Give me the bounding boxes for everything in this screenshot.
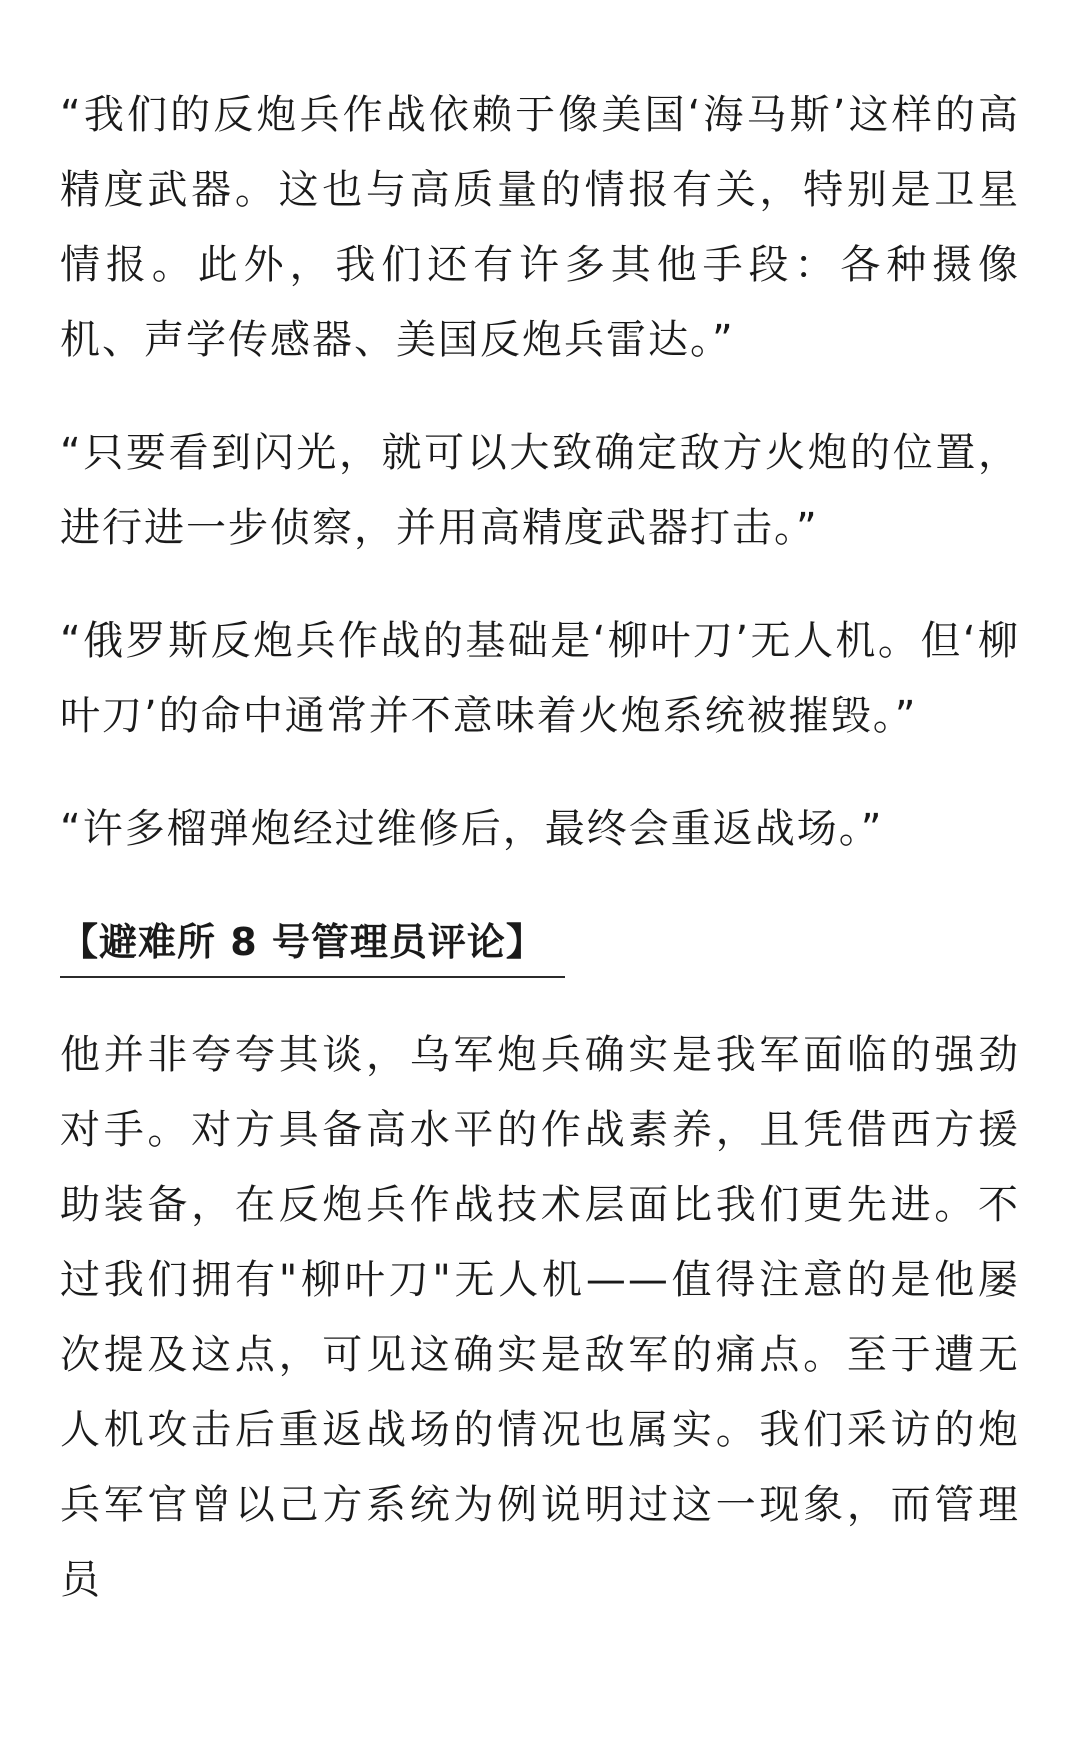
quote-paragraph-3: “俄罗斯反炮兵作战的基础是‘柳叶刀’无人机。但‘柳叶刀’的命中通常并不意味着火炮系统被摧毁。” [60, 618, 1020, 739]
section-heading-wrapper [60, 905, 1020, 1018]
quote-paragraph-1: “我们的反炮兵作战依赖于像美国‘海马斯’这样的高精度武器。这也与高质量的情报有关，特别是卫星情报。此外，我们还有许多其他手段：各种摄像机、声学传感器、美国反炮兵雷达。” [60, 92, 1020, 363]
comment-paragraph: 他并非夸夸其谈，乌军炮兵确实是我军面临的强劲对手。对方具备高水平的作战素养，且凭借西方援助装备，在反炮兵作战技术层面比我们更先进。不过我们拥有"柳叶刀"无人机——值得注意的是他屡次提及这点，可见这确实是敌军的痛点。至于遭无人机攻击后重返战场的情况也属实。我们采访的炮兵军官曾以己方系统为例说明过这一现象，而管理员 [60, 1032, 1020, 1603]
quote-paragraph-2: “只要看到闪光，就可以大致确定敌方火炮的位置，进行进一步侦察，并用高精度武器打击。” [60, 430, 1020, 551]
quote-paragraph-4: “许多榴弹炮经过维修后，最终会重返战场。” [60, 806, 884, 852]
section-heading: 【避难所 8 号管理员评论】 [60, 912, 565, 978]
article-body [60, 78, 1020, 1656]
